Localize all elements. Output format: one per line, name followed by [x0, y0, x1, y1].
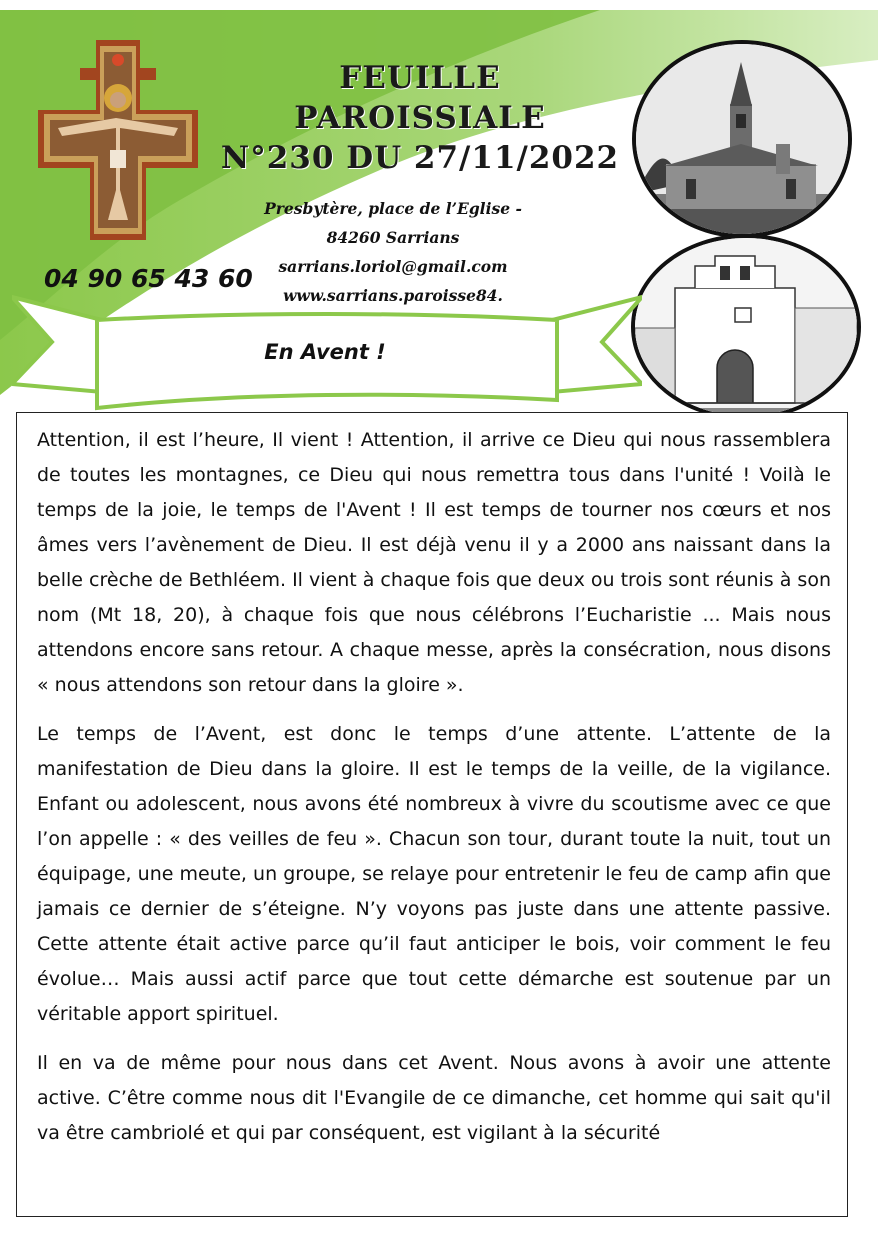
address-line-1: Presbytère, place de l’Eglise - [264, 199, 522, 218]
article-box [16, 412, 848, 1217]
banner-title: En Avent ! [264, 340, 386, 364]
article-paragraph-1: Attention, il est l’heure, Il vient ! Attention, il arrive ce Dieu qui nous rassemblera de toutes les montagnes, ce Dieu qui nous remettra tous dans l'unité ! Voilà le temps de la joie, le temps de l'Avent ! Il est temps de tourner nos cœurs et nos âmes vers l’avènement de Dieu. Il est déjà venu il y a 2000 ans naissant dans la belle crèche de Bethléem. Il vient à chaque fois que deux ou trois sont réunis à son nom (Mt 18, 20), à chaque fois que nous célébrons l’Eucharistie ... Mais nous attendons encore sans retour. A chaque messe, après la consécration, nous disons « nous attendons son retour dans la gloire ». [37, 429, 831, 696]
email: sarrians.loriol@gmail.com [278, 257, 508, 276]
title-line-2: N°230 DU 27/11/2022 [220, 140, 620, 176]
article-paragraph-2: Le temps de l’Avent, est donc le temps d’une attente. L’attente de la manifestation de Dieu dans la gloire. Il est le temps de la veille, de la vigilance. Enfant ou adolescent, nous avons été nombreux à vivre du scoutisme avec ce que l’on appelle : « des veilles de feu ». Chacun son tour, durant toute la nuit, tout un équipage, une meute, un groupe, se relaye pour entretenir le feu de camp afin que jamais ce dernier de s’éteigne. N’y voyons pas juste dans une attente passive. Cette attente était active parce qu’il faut anticiper le bois, voir comment le feu évolue… Mais aussi actif parce que tout cette démarche est soutenue par un véritable apport spirituel. [37, 723, 831, 1025]
crucifix-icon [38, 40, 198, 255]
church-drawing [631, 234, 861, 420]
website: www.sarrians.paroisse84. [283, 286, 503, 305]
newsletter-title [215, 58, 625, 178]
church-photo [632, 40, 852, 238]
address-line-2: 84260 Sarrians [326, 228, 460, 247]
phone-number: 04 90 65 43 60 [44, 264, 253, 293]
article-paragraph-3: Il en va de même pour nous dans cet Avent. Nous avons à avoir une attente active. C’être comme nous dit l'Evangile de ce dimanche, cet homme qui sait qu'il va être cambriolé et qui par conséquent, est vigilant à la sécurité [37, 1052, 831, 1144]
title-line-1: FEUILLE PAROISSIALE [294, 60, 546, 136]
